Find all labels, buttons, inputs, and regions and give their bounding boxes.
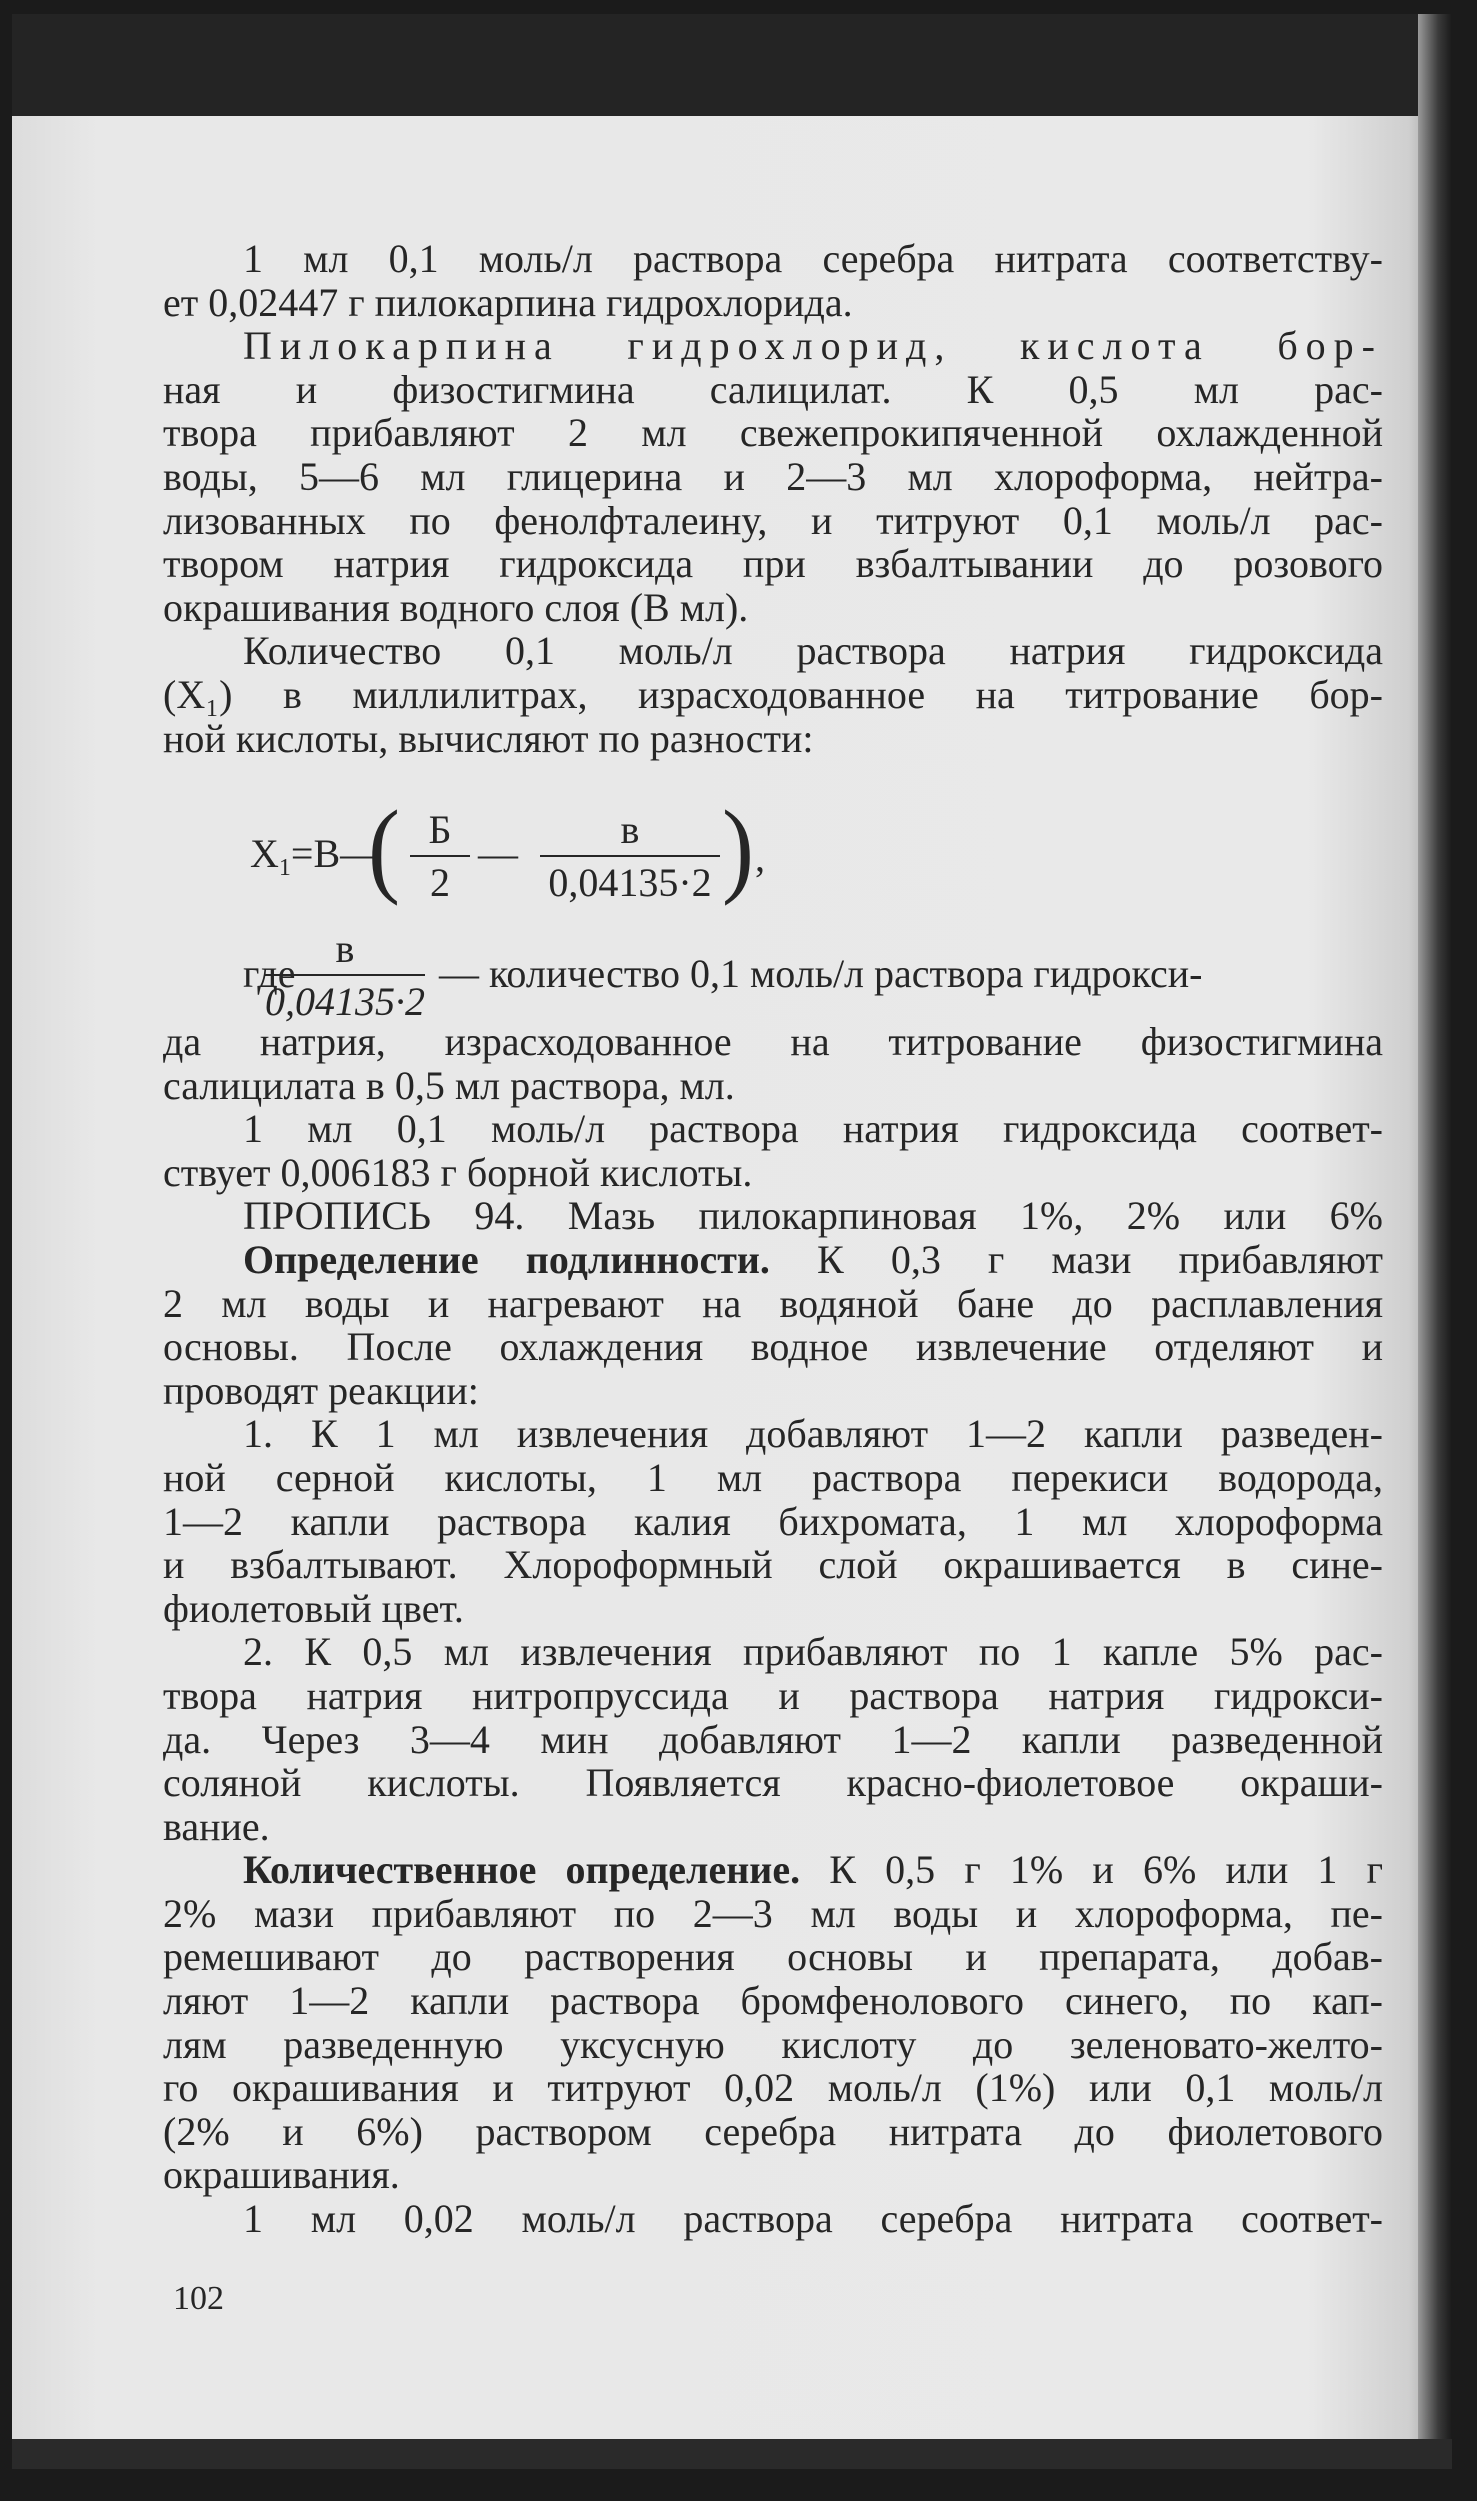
page-edge-right <box>1418 14 1452 2469</box>
text-line: 2. К 0,5 мл извлечения прибавляют по 1 капле 5% рас- <box>243 1629 1383 1675</box>
section-heading-quantitative: Количественное определение. <box>243 1847 801 1893</box>
text-line: ной серной кислоты, 1 мл раствора перекиси водорода, <box>163 1454 1383 1500</box>
text-line: ствует 0,006183 г борной кислоты. <box>163 1149 753 1195</box>
formula-minus: — <box>478 831 518 876</box>
text-line: (X₁) в миллилитрах, израсходованное на титрование бор- <box>163 671 1383 717</box>
text-line: ет 0,02447 г пилокарпина гидрохлорида. <box>163 279 853 325</box>
where-text: — количество 0,1 моль/л раствора гидрокси- <box>439 951 1203 996</box>
text-line: 1 мл 0,1 моль/л раствора натрия гидроксида соответ- <box>243 1106 1383 1152</box>
text-line: вание. <box>163 1803 270 1849</box>
text-line: Количество 0,1 моль/л раствора натрия гидроксида <box>243 628 1383 674</box>
text-line: проводят реакции: <box>163 1367 479 1413</box>
text-line: и взбалтывают. Хлороформный слой окрашивается в сине- <box>163 1542 1383 1588</box>
scan-shadow-bottom <box>12 2439 1452 2469</box>
text-line: Количественное определение. К 0,5 г 1% и 6% или 1 г <box>243 1847 1383 1893</box>
text-line: фиолетовый цвет. <box>163 1585 464 1631</box>
text-line: твора прибавляют 2 мл свежепрокипяченной охлажденной <box>163 410 1383 456</box>
body-text-top <box>163 237 1383 760</box>
text-line: ляют 1—2 капли раствора бромфенолового синего, по кап- <box>163 1978 1383 2024</box>
text-line: Пилокарпина гидрохлорид, кислота бор- <box>243 323 1383 369</box>
body-text-bottom <box>163 1020 1383 2241</box>
text-line: твором натрия гидроксида при взбалтывании до розового <box>163 541 1383 587</box>
fraction-b-over-2: Б 2 <box>410 806 470 906</box>
text-line: 1 мл 0,02 моль/л раствора серебра нитрата соответ- <box>243 2196 1383 2242</box>
text-line: да натрия, израсходованное на титрование физостигмина <box>163 1019 1383 1064</box>
where-word: где <box>243 951 296 996</box>
where-clause <box>243 925 1383 1024</box>
right-paren: ) <box>722 788 754 907</box>
text-line: окрашивания водного слоя (В мл). <box>163 584 749 630</box>
text-line: 1 мл 0,1 моль/л раствора серебра нитрата соответству- <box>243 236 1383 281</box>
text-line: окрашивания. <box>163 2152 400 2198</box>
text-line: го окрашивания и титруют 0,02 моль/л (1%) или 0,1 моль/л <box>163 2065 1383 2111</box>
text-line: лизованных по фенолфталеину, и титруют 0,1 моль/л рас- <box>163 497 1383 543</box>
fraction-v-over-const: в 0,04135·2 <box>540 806 720 906</box>
text-line: воды, 5—6 мл глицерина и 2—3 мл хлороформа, нейтра- <box>163 453 1383 499</box>
text-line: лям разведенную уксусную кислоту до зеленовато-желто- <box>163 2021 1383 2067</box>
text-line: да. Через 3—4 мин добавляют 1—2 капли разведенной <box>163 1716 1383 1762</box>
text-line: (2% и 6%) раствором серебра нитрата до фиолетового <box>163 2108 1383 2154</box>
formula-comma: , <box>755 835 765 880</box>
text-line: твора натрия нитропруссида и раствора натрия гидрокси- <box>163 1672 1383 1718</box>
left-paren: ( <box>368 788 400 907</box>
section-heading-identity: Определение подлинности. <box>243 1236 770 1282</box>
text-line: ной кислоты, вычисляют по разности: <box>163 715 814 761</box>
text-line: основы. После охлаждения водное извлечение отделяют и <box>163 1324 1383 1370</box>
text-line: 1—2 капли раствора калия бихромата, 1 мл хлороформа <box>163 1498 1383 1544</box>
text-line: 2 мл воды и нагревают на водяной бане до расплавления <box>163 1280 1383 1326</box>
scan-shadow-top <box>12 14 1452 116</box>
text-line: салицилата в 0,5 мл раствора, мл. <box>163 1062 735 1108</box>
text-line: ная и физостигмина салицилат. К 0,5 мл рас- <box>163 366 1383 412</box>
recipe-heading: ПРОПИСЬ 94. Мазь пилокарпиновая 1%, 2% или 6% <box>243 1193 1383 1239</box>
where-fraction: в 0,04135·2 <box>265 926 425 1024</box>
text-line: ремешивают до растворения основы и препарата, добав- <box>163 1934 1383 1980</box>
formula-x1 <box>250 788 950 910</box>
text-line: Определение подлинности. К 0,3 г мази прибавляют <box>243 1236 1384 1282</box>
text-line: 1. К 1 мл извлечения добавляют 1—2 капли разведен- <box>243 1411 1383 1457</box>
text-line: соляной кислоты. Появляется красно-фиолетовое окраши- <box>163 1760 1383 1806</box>
formula-lhs: $X_1=B—$ <box>250 831 381 881</box>
page-number: 102 <box>173 2280 224 2317</box>
text-line: 2% мази прибавляют по 2—3 мл воды и хлороформа, пе- <box>163 1890 1383 1936</box>
